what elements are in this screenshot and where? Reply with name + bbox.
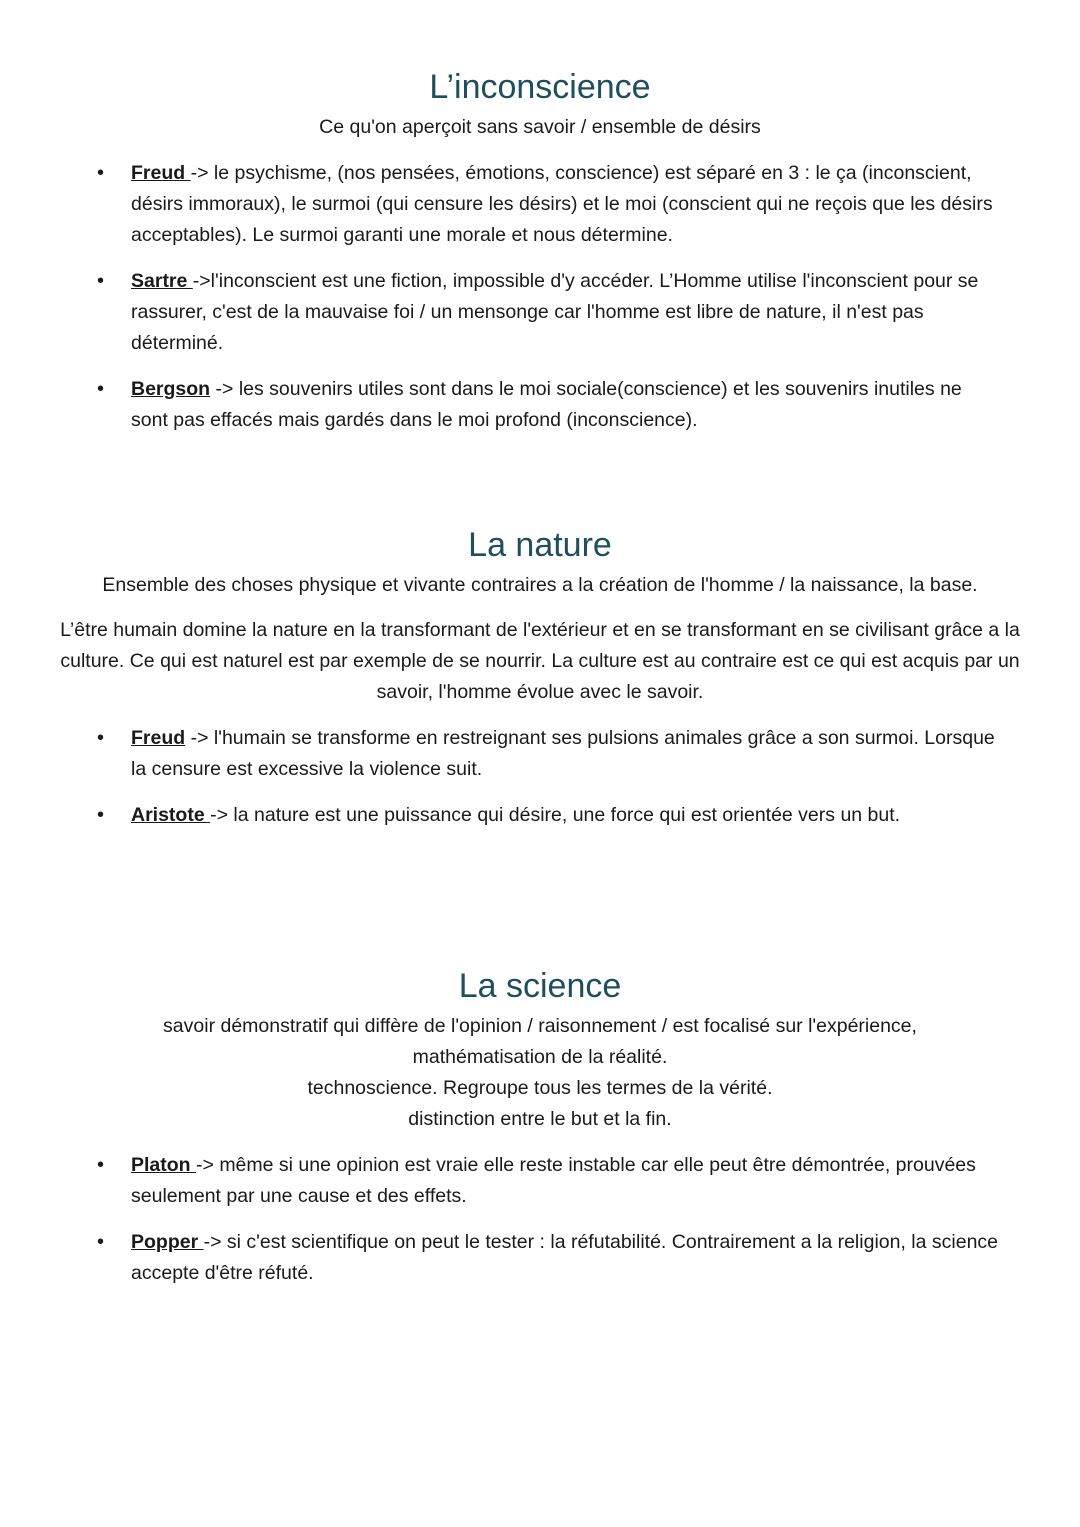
section-nature	[0, 524, 1080, 831]
bullet-text: -> le psychisme, (nos pensées, émotions, conscience) est séparé en 3 : le ça (inconscient, désirs immoraux), le surmoi (qui censure les désirs) et le moi (conscient qui ne reçois que les désirs acceptables). Le surmoi garanti une morale et nous détermine.	[131, 162, 993, 246]
section-title: L’inconscience	[429, 68, 651, 106]
list-item	[0, 1150, 1080, 1212]
section-intro: Ce qu'on aperçoit sans savoir / ensemble de désirs	[319, 116, 761, 138]
list-item	[0, 374, 1080, 436]
section-intro: savoir démonstratif qui diffère de l'opinion / raisonnement / est focalisé sur l'expérience, mathématisation de la réalité.	[163, 1015, 917, 1068]
bullet-list	[0, 1150, 1080, 1289]
author-name: Freud	[131, 162, 191, 184]
section-intro-line: distinction entre le but et la fin.	[408, 1108, 672, 1130]
author-name: Freud	[131, 727, 186, 749]
bullet-text: -> si c'est scientifique on peut le tester : la réfutabilité. Contrairement a la religion, la science accepte d'être réfuté.	[131, 1231, 999, 1284]
author-name: Popper	[131, 1231, 204, 1253]
bullet-text: -> les souvenirs utiles sont dans le moi sociale(conscience) et les souvenirs inutiles ne sont pas effacés mais gardés dans le moi profond (inconscience).	[131, 378, 962, 431]
section-intro: Ensemble des choses physique et vivante contraires a la création de l'homme / la naissance, la base.	[102, 574, 978, 596]
section-paragraph: L’être humain domine la nature en la transformant de l'extérieur et en se transformant en se civilisant grâce a la culture. Ce qui est naturel est par exemple de se nourrir. La culture est au contraire est ce qui est acquis par un savoir, l'homme évolue avec le savoir.	[60, 619, 1020, 703]
bullet-text: -> l'humain se transforme en restreignant ses pulsions animales grâce a son surmoi. Lorsque la censure est excessive la violence suit.	[131, 727, 995, 780]
list-item	[0, 266, 1080, 359]
section-title: La nature	[468, 526, 612, 564]
bullet-text: -> la nature est une puissance qui désire, une force qui est orientée vers un but.	[210, 804, 901, 826]
bullet-text: -> même si une opinion est vraie elle reste instable car elle peut être démontrée, prouvées seulement par une cause et des effets.	[131, 1154, 976, 1207]
author-name: Bergson	[131, 378, 211, 400]
list-item	[0, 800, 1080, 831]
bullet-text: ->l'inconscient est une fiction, impossible d'y accéder. L’Homme utilise l'inconscient pour se rassurer, c'est de la mauvaise foi / un mensonge car l'homme est libre de nature, il n'est pas déterminé.	[131, 270, 979, 354]
bullet-list	[0, 158, 1080, 436]
author-name: Sartre	[131, 270, 193, 292]
section-title: La science	[458, 967, 622, 1005]
author-name: Aristote	[131, 804, 211, 826]
list-item	[0, 1227, 1080, 1289]
author-name: Platon	[131, 1154, 197, 1176]
list-item	[0, 723, 1080, 785]
list-item	[0, 158, 1080, 251]
bullet-list	[0, 723, 1080, 831]
section-science	[0, 965, 1080, 1289]
section-inconscience	[0, 66, 1080, 436]
section-intro-line: technoscience. Regroupe tous les termes de la vérité.	[307, 1077, 773, 1099]
